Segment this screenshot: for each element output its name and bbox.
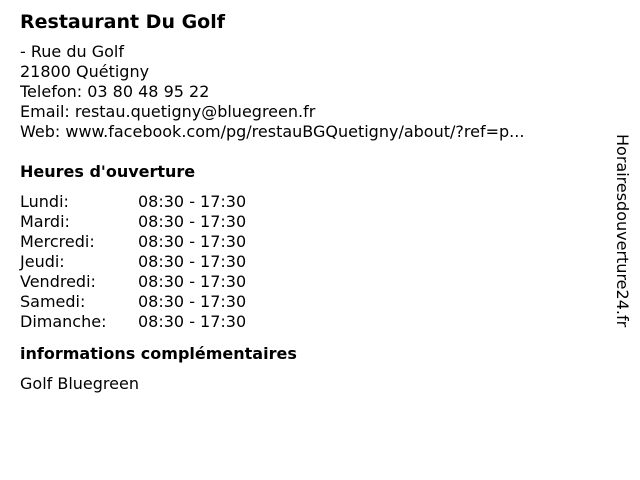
hours-row-mercredi	[20, 232, 246, 252]
hours-heading: Heures d'ouverture	[20, 162, 196, 181]
email-line: Email: restau.quetigny@bluegreen.fr	[20, 102, 316, 121]
hours-row-mardi	[20, 212, 246, 232]
day-label: Mardi:	[20, 212, 70, 231]
hours-row-jeudi	[20, 252, 246, 272]
restaurant-card	[20, 10, 600, 394]
hours-row-vendredi	[20, 272, 246, 292]
web-line: Web: www.facebook.com/pg/restauBGQuetigny/about/?ref=p...	[20, 122, 525, 141]
time-range: 08:30 - 17:30	[138, 292, 247, 311]
time-range: 08:30 - 17:30	[138, 272, 247, 291]
address-city: 21800 Quétigny	[20, 62, 150, 81]
day-label: Vendredi:	[20, 272, 96, 291]
info-heading: informations complémentaires	[20, 344, 297, 363]
info-text: Golf Bluegreen	[20, 374, 139, 393]
time-range: 08:30 - 17:30	[138, 212, 247, 231]
address-street: - Rue du Golf	[20, 42, 124, 61]
site-watermark: Horairesdouverture24.fr	[613, 134, 632, 328]
hours-row-samedi	[20, 292, 246, 312]
restaurant-name: Restaurant Du Golf	[20, 11, 226, 33]
day-label: Jeudi:	[20, 252, 65, 271]
day-label: Samedi:	[20, 292, 86, 311]
phone-line: Telefon: 03 80 48 95 22	[20, 82, 210, 101]
day-label: Mercredi:	[20, 232, 95, 251]
time-range: 08:30 - 17:30	[138, 252, 247, 271]
time-range: 08:30 - 17:30	[138, 192, 247, 211]
time-range: 08:30 - 17:30	[138, 312, 247, 331]
day-label: Lundi:	[20, 192, 69, 211]
hours-table	[20, 192, 246, 332]
day-label: Dimanche:	[20, 312, 107, 331]
hours-row-lundi	[20, 192, 246, 212]
hours-row-dimanche	[20, 312, 246, 332]
time-range: 08:30 - 17:30	[138, 232, 247, 251]
